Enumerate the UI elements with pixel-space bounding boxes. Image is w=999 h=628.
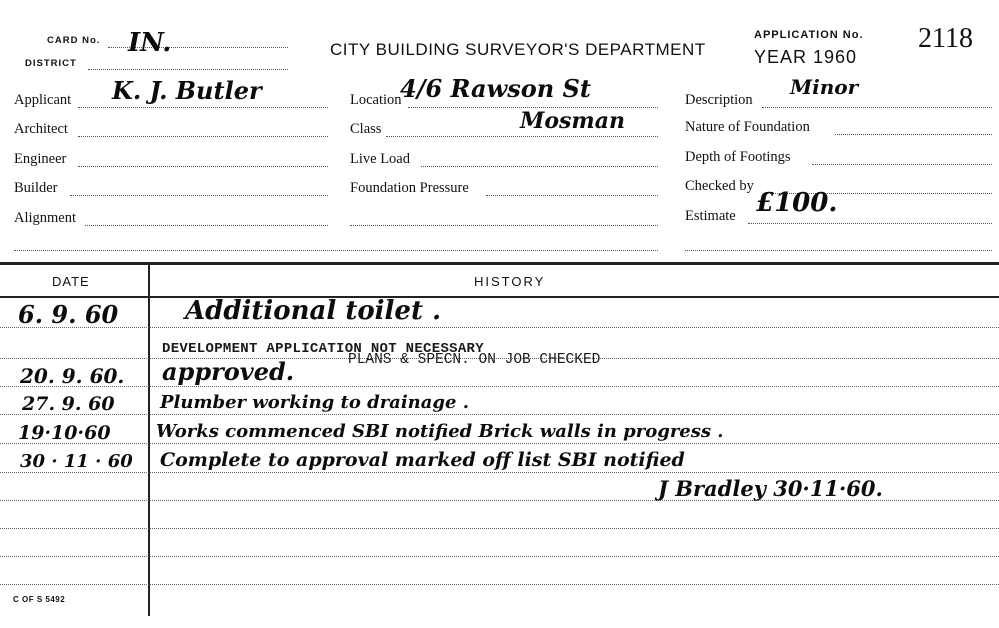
architect-label: Architect — [14, 121, 68, 137]
depth-of-footings-line — [812, 164, 992, 165]
engineer-label: Engineer — [14, 151, 67, 167]
applicant-label: Applicant — [14, 92, 72, 108]
application-number: 2118 — [918, 23, 973, 54]
foundation-pressure-line — [486, 195, 658, 196]
applicant-line — [78, 107, 328, 108]
application-label: APPLICATION No. — [754, 29, 864, 41]
nature-of-foundation-label: Nature of Foundation — [685, 119, 810, 135]
date-column-divider — [148, 264, 150, 616]
row-line — [0, 472, 999, 473]
nature-of-foundation-line — [835, 134, 992, 135]
right-extra-line — [685, 250, 992, 251]
table-row-history: Plumber working to drainage . — [160, 392, 470, 413]
year-label: YEAR 1960 — [754, 47, 858, 67]
table-row-date: 20. 9. 60. — [20, 364, 125, 388]
lower-extra-line — [14, 250, 658, 251]
description-line — [762, 107, 992, 108]
alignment-label: Alignment — [14, 210, 77, 226]
table-row-history: Additional toilet . — [185, 296, 442, 326]
table-row-date: 6. 9. 60 — [18, 300, 119, 329]
table-row-date: 27. 9. 60 — [22, 393, 115, 415]
middle-extra-line — [350, 225, 658, 226]
plans-checked-stamp: PLANS & SPECN. ON JOB CHECKED — [348, 352, 601, 368]
applicant-value: K. J. Butler — [112, 76, 262, 105]
engineer-line — [78, 166, 328, 167]
district-label: DISTRICT — [25, 58, 77, 69]
foundation-pressure-label: Foundation Pressure — [350, 180, 469, 196]
alignment-line — [85, 225, 328, 226]
row-line — [0, 414, 999, 415]
table-row-history: Works commenced SBI notified Brick walls in progress . — [156, 421, 724, 442]
form-code: C OF S 5492 — [13, 595, 66, 604]
estimate-line — [748, 223, 992, 224]
estimate-value: £100. — [756, 188, 838, 218]
row-line — [0, 528, 999, 529]
card-no-label: CARD No. — [47, 35, 101, 46]
card-no-value: IN. — [128, 28, 172, 58]
date-column-header: DATE — [52, 274, 90, 289]
table-row-history: approved. — [162, 357, 295, 386]
depth-of-footings-label: Depth of Footings — [685, 149, 791, 165]
location-value-suburb: Mosman — [520, 108, 625, 134]
class-line — [386, 136, 658, 137]
development-stamp: DEVELOPMENT APPLICATION NOT NECESSARY — [162, 341, 484, 357]
history-column-header: HISTORY — [474, 274, 546, 289]
row-line — [0, 443, 999, 444]
table-row-date: 19·10·60 — [18, 422, 111, 444]
live-load-line — [421, 166, 658, 167]
row-line — [0, 386, 999, 387]
row-line — [0, 584, 999, 585]
department-title: CITY BUILDING SURVEYOR'S DEPARTMENT — [330, 40, 706, 59]
table-row-history: Complete to approval marked off list SBI notified — [160, 449, 685, 471]
row-line — [0, 327, 999, 328]
description-value: Minor — [790, 75, 859, 99]
description-label: Description — [685, 92, 753, 108]
estimate-label: Estimate — [685, 208, 736, 224]
inspector-signature: J Bradley 30·11·60. — [658, 476, 883, 501]
district-line — [88, 69, 288, 70]
table-row-date: 30 · 11 · 60 — [20, 451, 133, 472]
live-load-label: Live Load — [350, 151, 410, 167]
row-line — [0, 556, 999, 557]
class-label: Class — [350, 121, 382, 137]
builder-line — [70, 195, 328, 196]
location-value: 4/6 Rawson St — [400, 74, 591, 103]
architect-line — [78, 136, 328, 137]
builder-label: Builder — [14, 180, 58, 196]
checked-by-label: Checked by — [685, 178, 754, 194]
location-label: Location — [350, 92, 402, 108]
